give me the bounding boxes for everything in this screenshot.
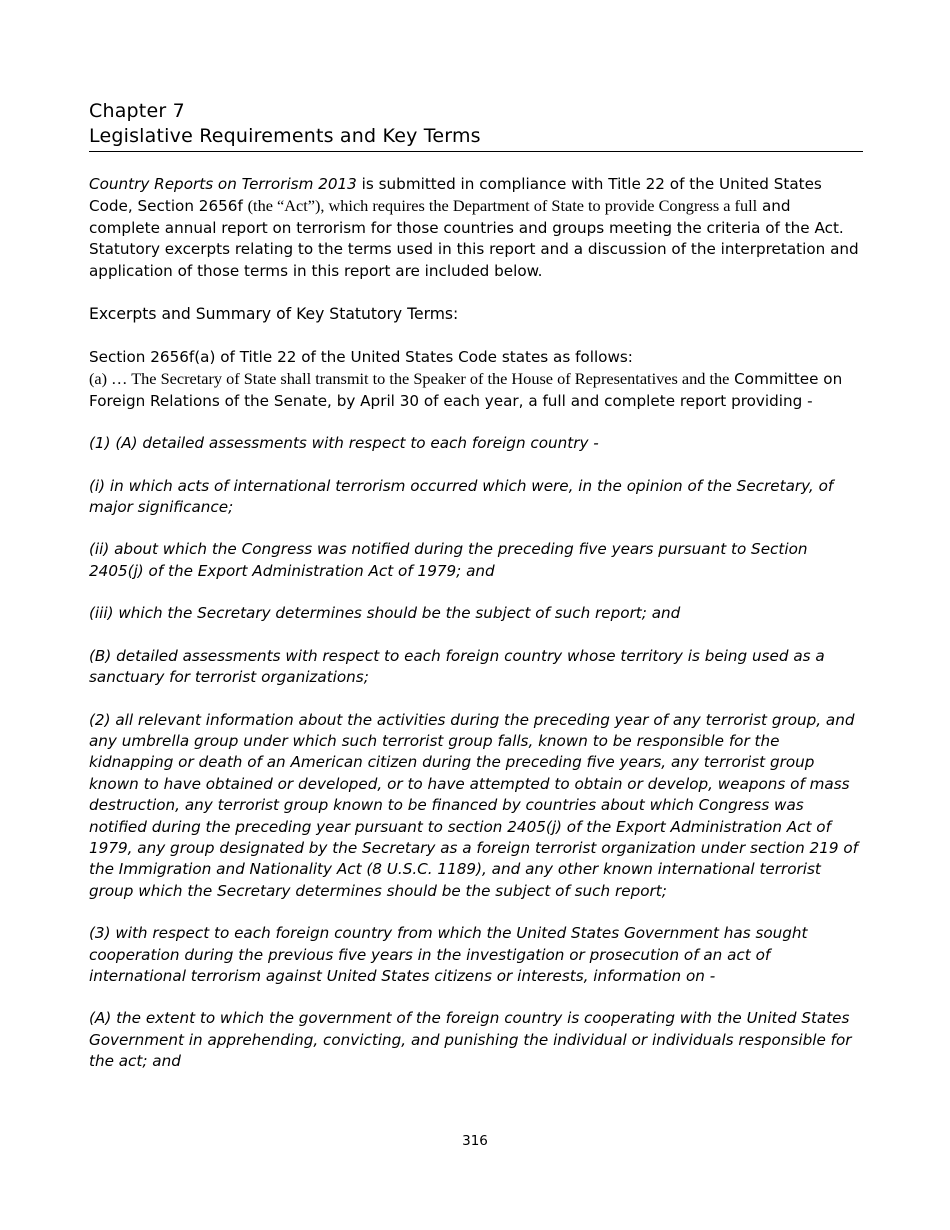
section-subheading: Excerpts and Summary of Key Statutory Terms: xyxy=(89,305,459,324)
intro-text-1: is submitted in compliance with Title 22 of the United States Code, Section 2656f xyxy=(89,175,822,216)
intro-text-3: and complete annual report on terrorism for those countries and groups meeting the criteria of the Act. Statutory excerpts relating to the terms used in this report and a discussion of the interpretation and application of those terms in this report are included below. xyxy=(89,197,859,280)
statute-quote-2: (2) all relevant information about the activities during the preceding year of any terrorist group, and any umbrella group under which such terrorist group falls, known to be responsible for the kidnapping or death of an American citizen during the preceding five years, any terrorist group known to have obtained or developed, or to have attempted to obtain or develop, weapons of mass destruction, any terrorist group known to be financed by countries about which Congress was notified during the preceding year pursuant to section 2405(j) of the Export Administration Act of 1979, any group designated by the Secretary as a foreign terrorist organization under section 219 of the Immigration and Nationality Act (8 U.S.C. 1189), and any other known international terrorist group which the Secretary determines should be the subject of such report; xyxy=(89,710,859,900)
statute-text: Committee on Foreign Relations of the Senate, by April 30 of each year, a full and complete report providing - xyxy=(89,370,843,410)
statute-quote-b: (B) detailed assessments with respect to each foreign country whose territory is being used as a sanctuary for terrorist organizations; xyxy=(89,646,825,687)
page-number: 316 xyxy=(462,1133,488,1149)
statute-text-serif: (a) … The Secretary of State shall transmit to the Speaker of the House of Representatives and the xyxy=(89,369,730,389)
chapter-heading xyxy=(89,99,863,152)
chapter-title: Legislative Requirements and Key Terms xyxy=(89,125,481,147)
chapter-number: Chapter 7 xyxy=(89,100,185,122)
document-page xyxy=(89,99,863,1073)
statute-quote-iii: (iii) which the Secretary determines should be the subject of such report; and xyxy=(89,604,681,623)
statute-quote-ii: (ii) about which the Congress was notified during the preceding five years pursuant to Section 2405(j) of the Export Administration Act of 1979; and xyxy=(89,540,808,580)
report-title: Country Reports on Terrorism 2013 xyxy=(89,175,357,193)
statute-quote-i: (i) in which acts of international terrorism occurred which were, in the opinion of the Secretary, of major significance; xyxy=(89,476,834,517)
intro-paragraph xyxy=(89,174,863,282)
statute-quote-3-a: (A) the extent to which the government of the foreign country is cooperating with the United States Government in apprehending, convicting, and punishing the individual or individuals responsible for the act; and xyxy=(89,1009,852,1071)
statute-quote-1-a: (1) (A) detailed assessments with respect to each foreign country - xyxy=(89,434,599,453)
statute-lead: Section 2656f(a) of Title 22 of the United States Code states as follows: xyxy=(89,348,633,367)
statute-intro-paragraph xyxy=(89,347,863,412)
intro-text-2: (the “Act”), which requires the Department of State to provide Congress a full xyxy=(247,196,758,216)
statute-quote-3: (3) with respect to each foreign country from which the United States Government has sought cooperation during the previous five years in the investigation or prosecution of an act of international terrorism against United States citizens or interests, information on - xyxy=(89,924,808,985)
